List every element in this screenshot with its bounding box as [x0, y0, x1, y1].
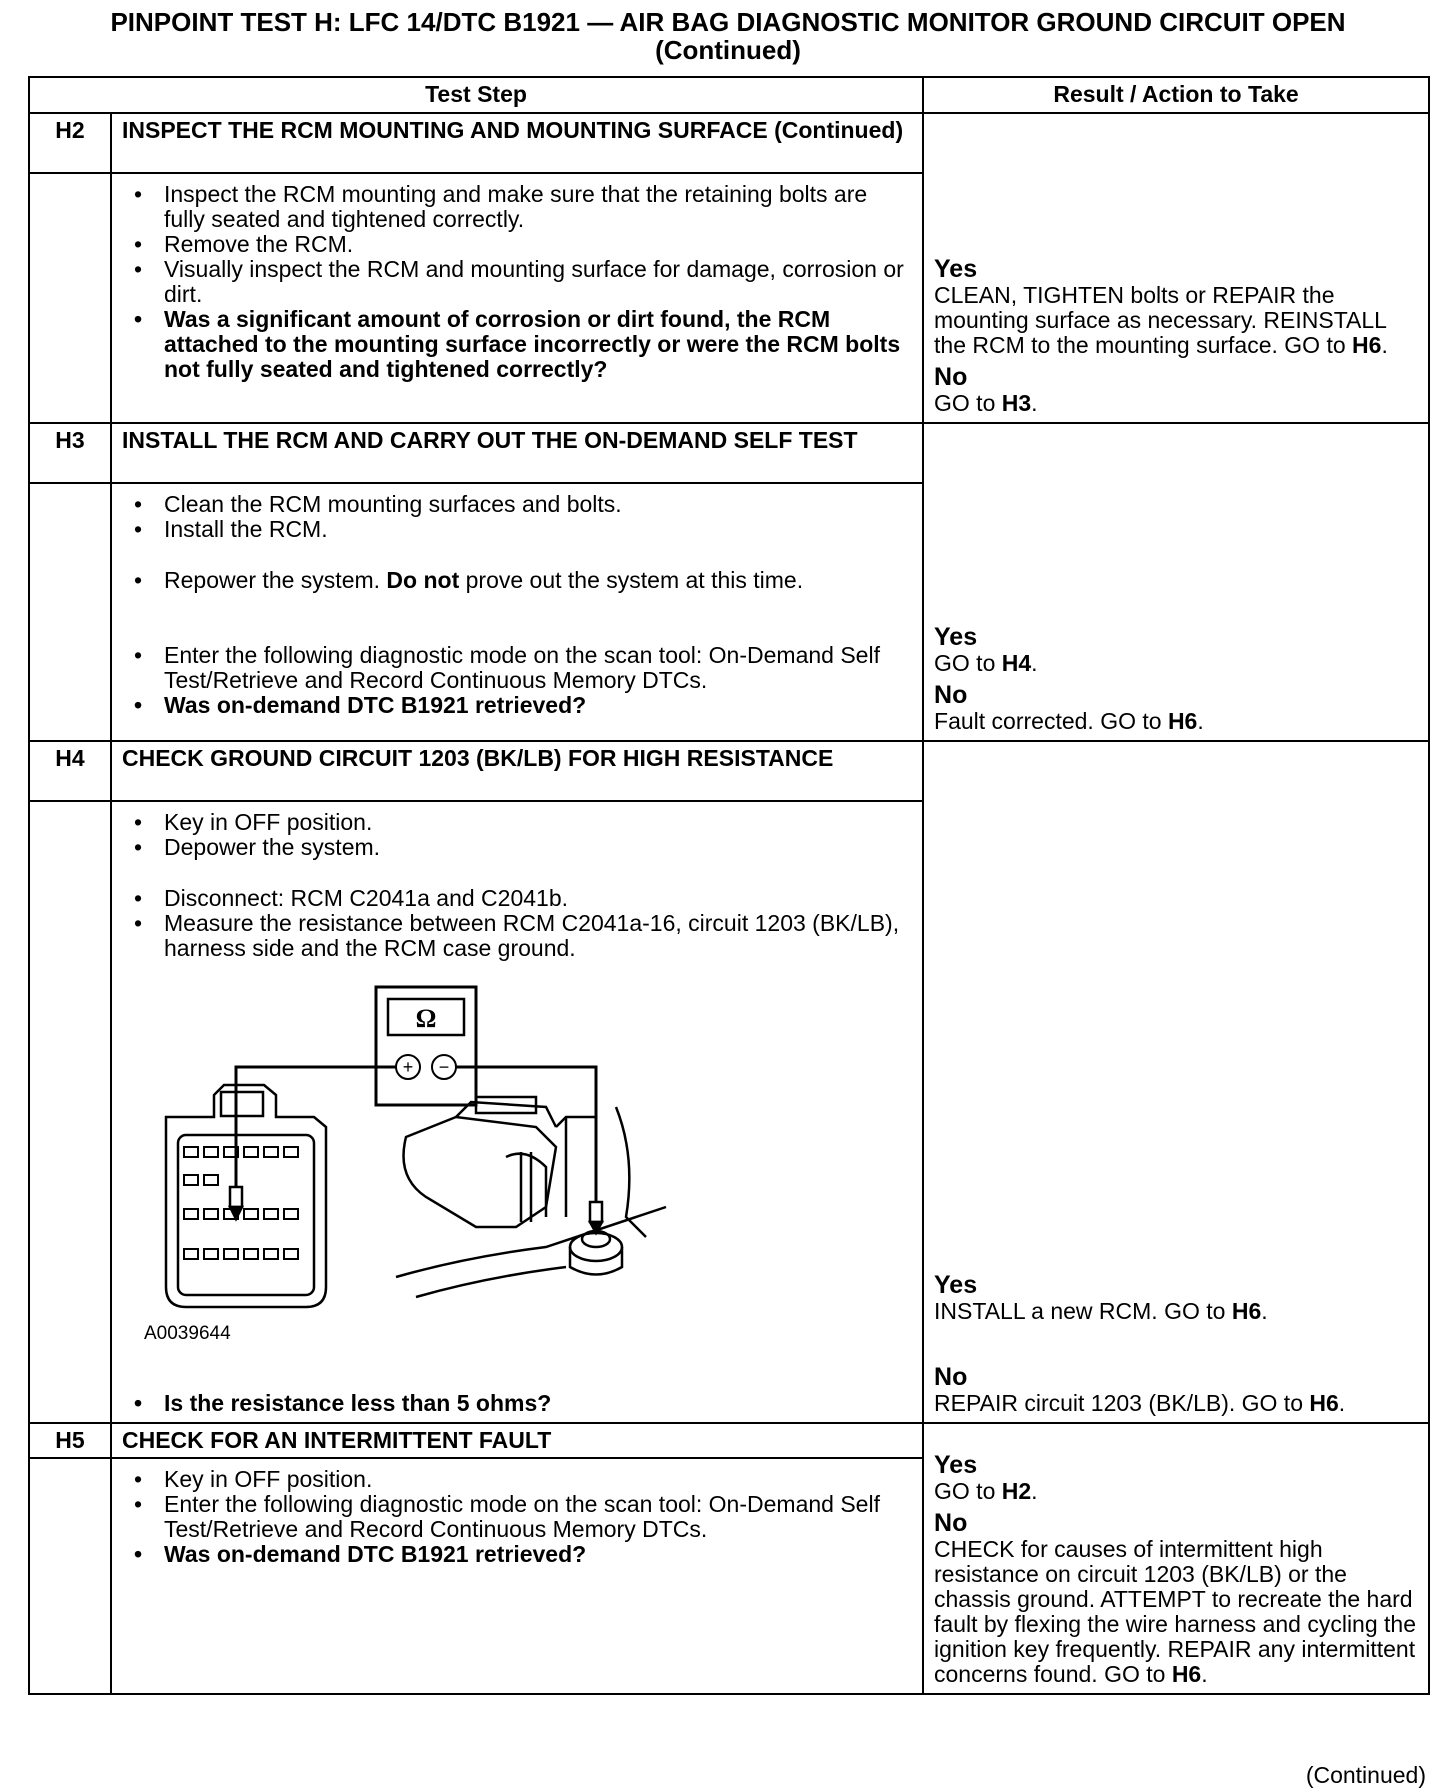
step-h5-heading-row — [29, 1423, 1429, 1458]
rcm-module-icon — [396, 1097, 666, 1297]
yes-label: Yes — [934, 623, 978, 651]
yes-label: Yes — [934, 1451, 978, 1479]
goto-step: H2 — [1001, 1478, 1032, 1504]
goto-step: H6 — [1171, 1661, 1202, 1687]
title-line-2: (Continued) — [655, 35, 801, 65]
step-id: H2 — [29, 113, 111, 173]
step-result — [923, 741, 1429, 1423]
step-bullet: • Enter the following diagnostic mode on the scan tool: On-Demand Self Test/Retrieve and Record Continuous Memory DTCs. — [126, 1492, 908, 1542]
goto-step: H3 — [1001, 390, 1032, 416]
step-bullet: • Depower the system. — [126, 835, 908, 860]
step-body — [111, 483, 923, 741]
step-h3-heading-row — [29, 423, 1429, 483]
step-question: • Is the resistance less than 5 ohms? — [126, 1391, 908, 1416]
goto-step: H6 — [1352, 332, 1382, 358]
step-result — [923, 423, 1429, 741]
connector-measurement-figure — [126, 977, 746, 1397]
probe-tip-icon — [230, 1187, 242, 1219]
step-heading: INSTALL THE RCM AND CARRY OUT THE ON-DEMAND SELF TEST — [111, 423, 923, 483]
step-heading: CHECK FOR AN INTERMITTENT FAULT — [111, 1423, 923, 1458]
step-heading: CHECK GROUND CIRCUIT 1203 (BK/LB) FOR HIGH RESISTANCE — [111, 741, 923, 801]
no-action: GO to H3. — [934, 390, 1038, 416]
no-action: CHECK for causes of intermittent high resistance on circuit 1203 (BK/LB) or the chassis ground. ATTEMPT to recreate the hard fault by flexing the wire harness and cycling the ignition key frequently. REPAIR any intermittent concerns found. GO to H6. — [934, 1536, 1417, 1687]
no-label: No — [934, 1363, 968, 1391]
ground-bolt-icon — [570, 1202, 622, 1275]
step-bullet: • Visually inspect the RCM and mounting surface for damage, corrosion or dirt. — [126, 257, 908, 307]
step-result — [923, 1423, 1429, 1694]
yes-label: Yes — [934, 255, 978, 283]
step-body — [111, 1458, 923, 1694]
continued-footer: (Continued) — [1305, 1762, 1426, 1788]
no-label: No — [934, 1509, 968, 1537]
header-test-step: Test Step — [29, 77, 923, 113]
step-bullet: • Measure the resistance between RCM C2041a-16, circuit 1203 (BK/LB), harness side and the RCM case ground. — [126, 911, 908, 961]
goto-step: H6 — [1309, 1390, 1339, 1416]
step-h2-heading-row — [29, 113, 1429, 173]
no-action: REPAIR circuit 1203 (BK/LB). GO to H6. — [934, 1390, 1346, 1416]
pinpoint-test-table — [28, 76, 1430, 1695]
step-id: H4 — [29, 741, 111, 801]
page-title — [0, 8, 1456, 64]
minus-terminal: − — [438, 1057, 450, 1077]
step-bullet: • Enter the following diagnostic mode on the scan tool: On-Demand Self Test/Retrieve and Record Continuous Memory DTCs. — [126, 643, 908, 693]
step-bullet: • Key in OFF position. — [126, 1467, 908, 1492]
step-id: H5 — [29, 1423, 111, 1458]
title-line-1: PINPOINT TEST H: LFC 14/DTC B1921 — AIR BAG DIAGNOSTIC MONITOR GROUND CIRCUIT OPEN — [110, 7, 1346, 37]
yes-label: Yes — [934, 1271, 978, 1299]
step-question: • Was on-demand DTC B1921 retrieved? — [126, 1542, 908, 1567]
yes-action: CLEAN, TIGHTEN bolts or REPAIR the mounting surface as necessary. REINSTALL the RCM to the mounting surface. GO to H6. — [934, 282, 1388, 358]
table-header-row — [29, 77, 1429, 113]
no-label: No — [934, 363, 968, 391]
step-question: • Was a significant amount of corrosion or dirt found, the RCM attached to the mounting surface incorrectly or were the RCM bolts not fully seated and tightened correctly? — [126, 307, 908, 382]
yes-action: INSTALL a new RCM. GO to H6. — [934, 1298, 1268, 1324]
no-label: No — [934, 681, 968, 709]
step-body — [111, 801, 923, 1423]
goto-step: H4 — [1001, 650, 1032, 676]
step-id: H3 — [29, 423, 111, 483]
step-bullet: • Disconnect: RCM C2041a and C2041b. — [126, 886, 908, 911]
connector-face-icon — [166, 1085, 326, 1307]
step-bullet: • Install the RCM. — [126, 517, 908, 542]
header-result: Result / Action to Take — [923, 77, 1429, 113]
figure-id: A0039644 — [144, 1323, 231, 1344]
step-bullet: • Repower the system. Do not prove out the system at this time. — [126, 568, 908, 593]
step-bullet: • Clean the RCM mounting surfaces and bolts. — [126, 492, 908, 517]
figure-drawing — [126, 977, 746, 1367]
yes-action: GO to H2. — [934, 1478, 1038, 1504]
yes-action: GO to H4. — [934, 650, 1038, 676]
step-body — [111, 173, 923, 423]
step-bullet: • Inspect the RCM mounting and make sure that the retaining bolts are fully seated and tightened correctly. — [126, 182, 908, 232]
step-h4-heading-row — [29, 741, 1429, 801]
ohm-symbol: Ω — [415, 1004, 437, 1033]
no-action: Fault corrected. GO to H6. — [934, 708, 1204, 734]
step-heading: INSPECT THE RCM MOUNTING AND MOUNTING SURFACE (Continued) — [111, 113, 923, 173]
goto-step: H6 — [1231, 1298, 1262, 1324]
step-bullet: • Remove the RCM. — [126, 232, 908, 257]
plus-terminal: + — [402, 1057, 414, 1077]
step-bullet: • Key in OFF position. — [126, 810, 908, 835]
step-question: • Was on-demand DTC B1921 retrieved? — [126, 693, 908, 718]
step-result — [923, 113, 1429, 423]
goto-step: H6 — [1167, 708, 1198, 734]
